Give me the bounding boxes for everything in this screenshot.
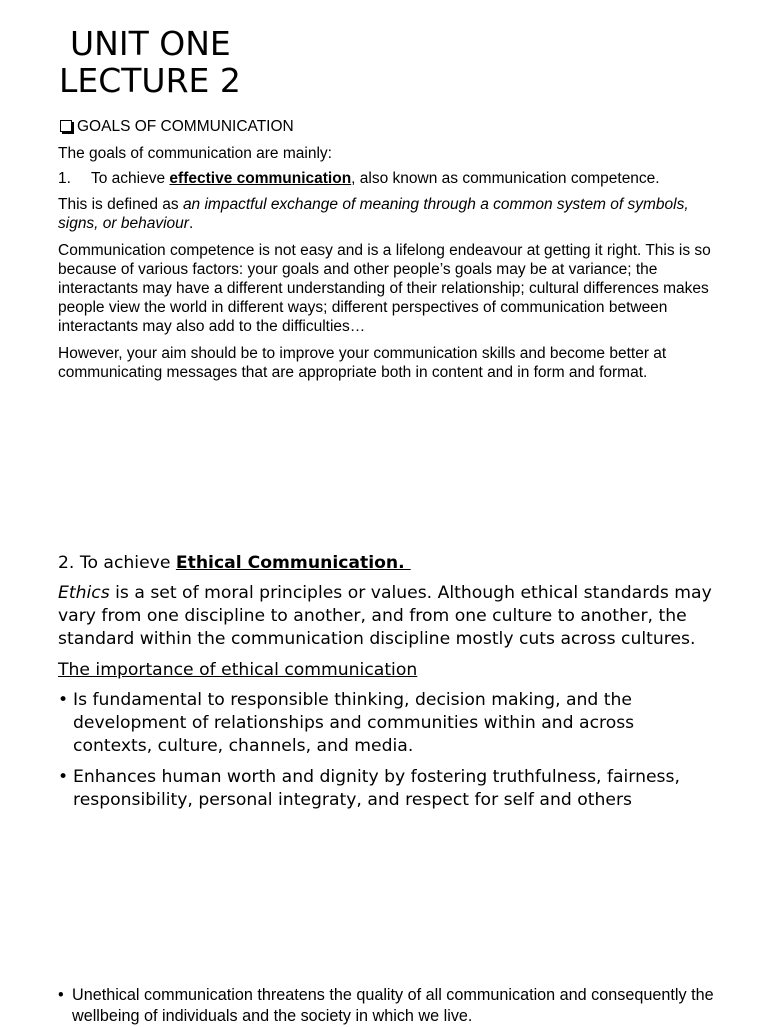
bullet-text: Enhances human worth and dignity by fostering truthfulness, fairness, responsibility, personal integraty, and respect for self and others bbox=[73, 767, 680, 810]
bullet-text: Unethical communication threatens the quality of all communication and consequently the wellbeing of individuals and the society in which we live. bbox=[72, 986, 714, 1025]
page-title bbox=[59, 25, 459, 99]
definition-prefix: This is defined as bbox=[58, 196, 183, 213]
title-line-1: UNIT ONE bbox=[70, 24, 231, 63]
item-prefix: To achieve bbox=[91, 170, 170, 187]
section-heading-goals bbox=[58, 117, 718, 136]
paragraph-competence: Communication competence is not easy and is a lifelong endeavour at getting it right. This is so because of various factors: your goals and other people’s goals may be at variance; the interactants may have a different understanding of their relationship; cultural differences makes people view the world in different ways; different perspectives of communication between interactants may also add to the difficulties… bbox=[58, 242, 711, 335]
intro-text: The goals of communication are mainly: bbox=[58, 145, 332, 162]
bullet-item-2 bbox=[58, 766, 713, 812]
item-suffix: , also known as communication competence. bbox=[351, 170, 660, 187]
importance-subheading: The importance of ethical communication bbox=[58, 660, 418, 680]
bullet-text: Is fundamental to responsible thinking, decision making, and the development of relationships and communities within and across contexts, culture, channels, and media. bbox=[73, 690, 635, 756]
bullet-icon: • bbox=[58, 690, 69, 710]
bullet-item-bottom bbox=[58, 985, 732, 1027]
numbered-item-1 bbox=[58, 169, 738, 188]
definition-paragraph bbox=[58, 195, 708, 233]
ethics-paragraph bbox=[58, 582, 728, 651]
bullet-icon: • bbox=[58, 986, 64, 1004]
bullet-icon: • bbox=[58, 767, 69, 787]
bullet-item-1 bbox=[58, 689, 713, 758]
ethics-italic: Ethics bbox=[58, 583, 110, 603]
item-term: effective communication bbox=[169, 170, 352, 187]
paragraph-aim: However, your aim should be to improve your communication skills and become better at communicating messages that are appropriate both in content and in form and format. bbox=[58, 345, 667, 381]
section-heading-text: GOALS OF COMMUNICATION bbox=[77, 118, 294, 135]
item-number: 1. bbox=[58, 170, 71, 187]
checkbox-bullet-icon bbox=[60, 120, 72, 132]
ethics-rest: is a set of moral principles or values. Although ethical standards may vary from one discipline to another, and from one culture to another, the standard within the communication discipline mostly cuts across cultures. bbox=[58, 583, 712, 649]
ethical-heading-term: Ethical Communication. bbox=[175, 553, 411, 573]
section-heading-ethical bbox=[58, 552, 738, 575]
title-line-2: LECTURE 2 bbox=[59, 61, 241, 100]
ethical-heading-prefix: 2. To achieve bbox=[58, 553, 176, 573]
definition-italic: an impactful exchange of meaning through a common system of symbols, signs, or behaviour bbox=[58, 196, 689, 232]
definition-suffix: . bbox=[188, 215, 194, 232]
